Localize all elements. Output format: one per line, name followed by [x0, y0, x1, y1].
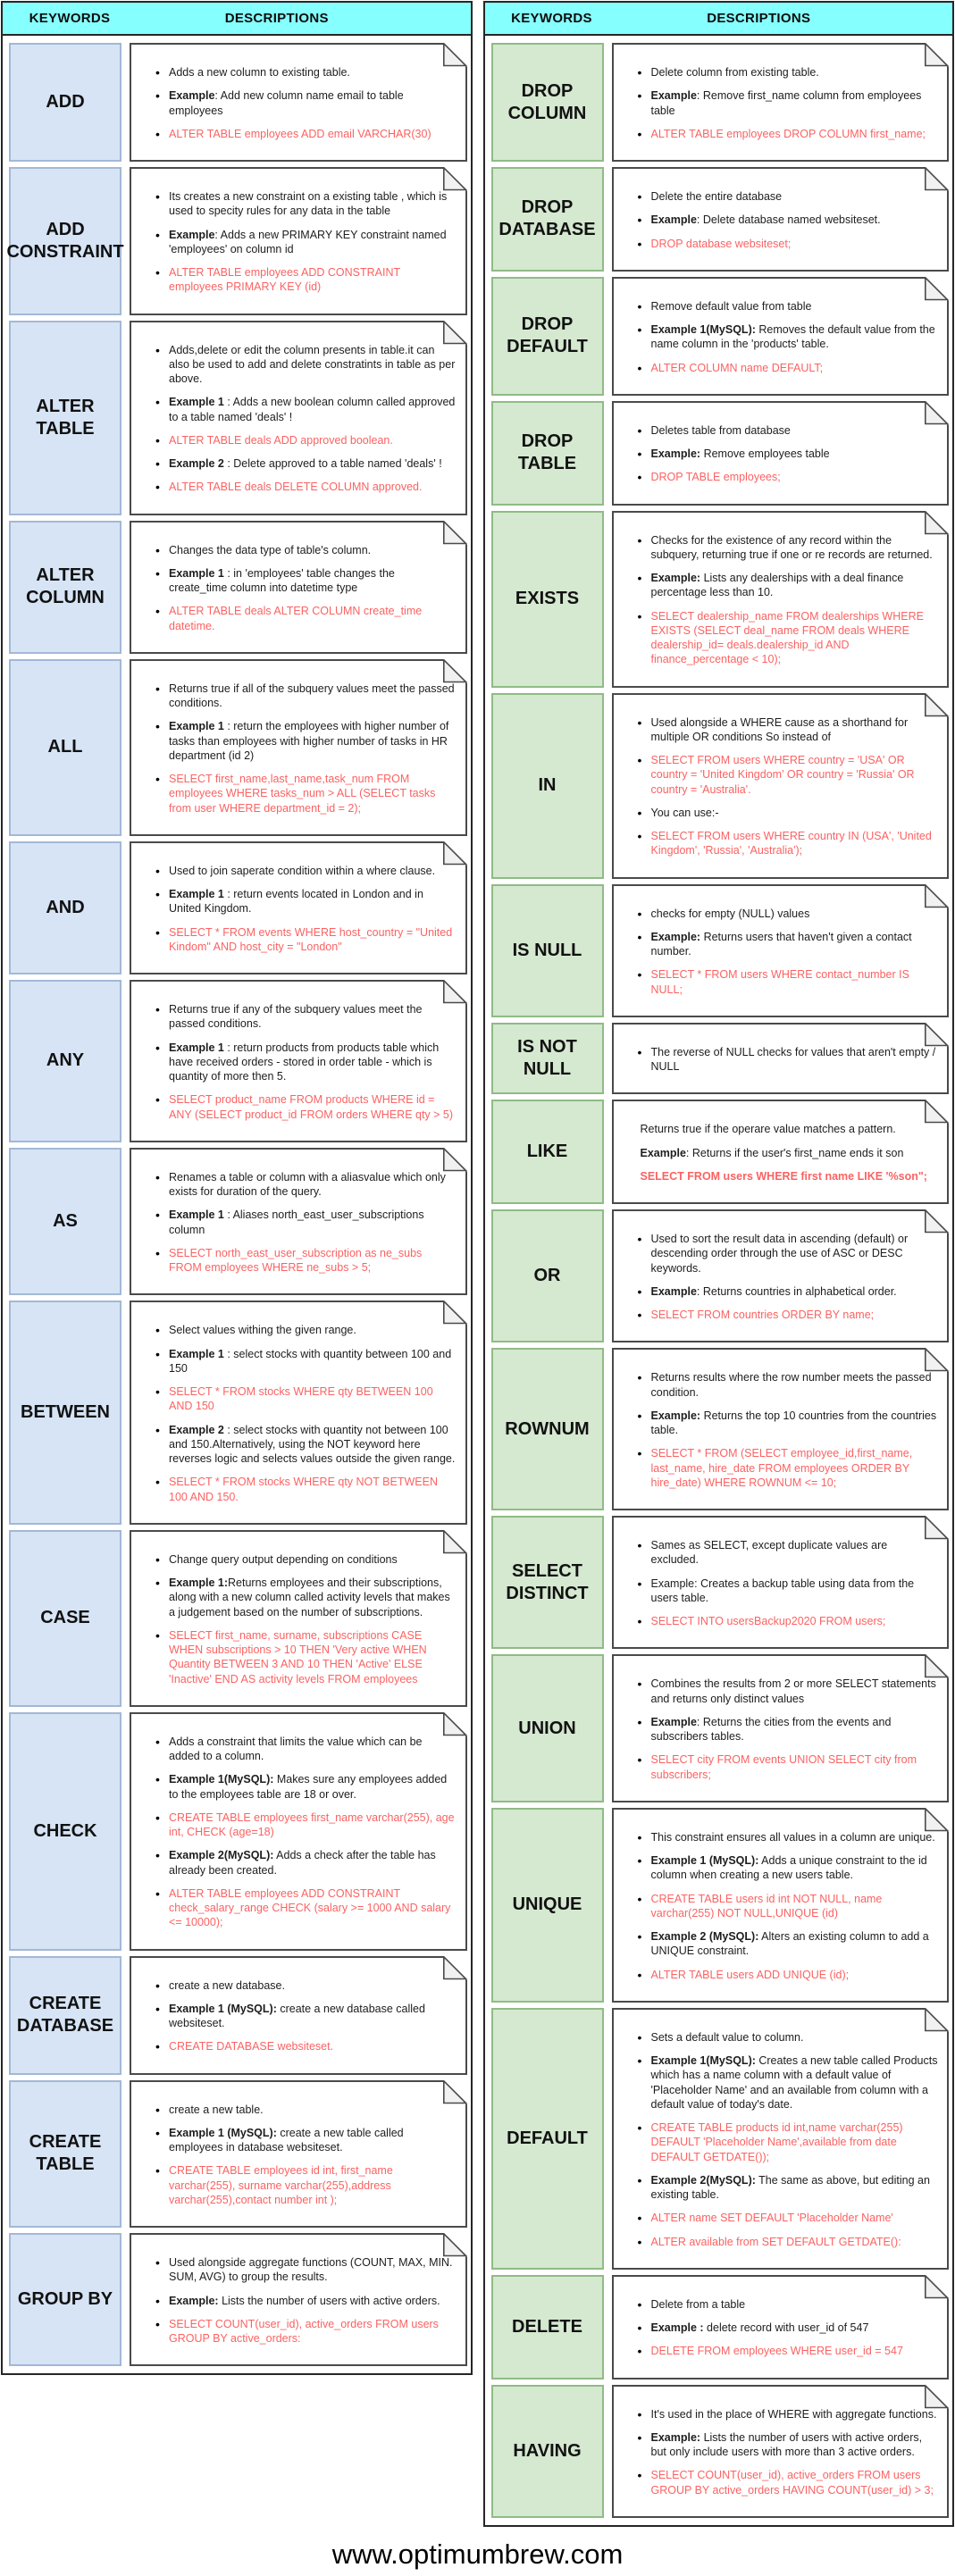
description-add — [130, 43, 467, 162]
sql-code-line: • SELECT * FROM stocks WHERE qty BETWEEN 100 AND 150 — [137, 1384, 457, 1414]
sql-code-line: • CREATE TABLE users id int NOT NULL, name varchar(255) NOT NULL,UNIQUE (id) — [619, 1892, 939, 1921]
description-is-null — [612, 884, 950, 1017]
row-exists — [491, 511, 950, 688]
bullet-list — [137, 65, 457, 141]
description-union — [612, 1654, 950, 1802]
description-rownum — [612, 1348, 950, 1510]
description-having — [612, 2385, 950, 2518]
description-line: • Used to join saperate condition within a where clause. — [137, 864, 457, 878]
description-or — [612, 1209, 950, 1342]
folded-corner-icon — [925, 1348, 949, 1372]
row-group-by — [9, 2233, 467, 2366]
row-case — [9, 1530, 467, 1707]
row-and — [9, 841, 467, 974]
description-line: • checks for empty (NULL) values — [619, 907, 939, 921]
description-line: • Combines the results from 2 or more SELECT statements and returns only distinct values — [619, 1677, 939, 1706]
right-table-header — [485, 3, 953, 36]
description-line: • Example 2 (MySQL): Alters an existing column to add a UNIQUE constraint. — [619, 1929, 939, 1959]
description-line: • create a new database. — [137, 1978, 457, 1993]
description-line: • Its creates a new constraint on a existing table , which is used to specity rules for any data in the table — [137, 189, 457, 219]
keyword-like: LIKE — [491, 1100, 604, 1204]
sql-code-line: • CREATE TABLE products id int,name varchar(255) DEFAULT 'Placeholder Name',available from date DEFAULT GETDATE()); — [619, 2120, 939, 2164]
description-drop-database — [612, 167, 950, 272]
keyword-case: CASE — [9, 1530, 121, 1707]
row-drop-default — [491, 277, 950, 396]
description-line: • Example: Lists the number of users with active orders. — [137, 2294, 457, 2308]
sql-code-line: • CREATE TABLE employees first_name varchar(255), age int, CHECK (age=18) — [137, 1811, 457, 1840]
sql-code-line: • SELECT product_name FROM products WHERE id = ANY (SELECT product_id FROM orders WHERE qty > 5) — [137, 1092, 457, 1122]
bullet-list — [619, 2297, 939, 2359]
row-or — [491, 1209, 950, 1342]
description-and — [130, 841, 467, 974]
description-line: • Example: Delete database named websiteset. — [619, 213, 939, 227]
row-drop-database — [491, 167, 950, 272]
row-between — [9, 1301, 467, 1525]
keyword-alter-table: ALTER TABLE — [9, 321, 121, 515]
row-any — [9, 980, 467, 1142]
description-drop-default — [612, 277, 950, 396]
sql-code-line: SELECT FROM users WHERE first name LIKE '%son"; — [640, 1169, 927, 1183]
descriptions-header: DESCRIPTIONS — [224, 11, 329, 26]
description-line: • Used to sort the result data in ascending (default) or descending order through the use of ASC or DESC keywords. — [619, 1232, 939, 1275]
sql-code-line: • SELECT * FROM (SELECT employee_id,first_name, last_name, hire_date FROM employees ORDER BY hire_date) WHERE ROWNUM <= 10; — [619, 1446, 939, 1490]
row-drop-column — [491, 43, 950, 162]
description-all — [130, 659, 467, 836]
folded-corner-icon — [925, 1100, 949, 1124]
keyword-alter-column: ALTER COLUMN — [9, 521, 121, 654]
row-select-distinct — [491, 1516, 950, 1649]
description-exists — [612, 511, 950, 688]
description-line: • Delete the entire database — [619, 189, 939, 204]
keyword-union: UNION — [491, 1654, 604, 1802]
description-default — [612, 2008, 950, 2270]
keyword-all: ALL — [9, 659, 121, 836]
description-between — [130, 1301, 467, 1525]
sql-code-line: • SELECT INTO usersBackup2020 FROM users; — [619, 1614, 939, 1628]
sql-code-line: • SELECT FROM countries ORDER BY name; — [619, 1308, 939, 1322]
sql-code-line: • DROP database websiteset; — [619, 237, 939, 251]
bullet-list — [619, 1538, 939, 1628]
description-as — [130, 1148, 467, 1296]
row-drop-table — [491, 401, 950, 506]
description-line: • Change query output depending on conditions — [137, 1552, 457, 1567]
bullet-list — [619, 65, 939, 141]
description-drop-table — [612, 401, 950, 506]
folded-corner-icon — [443, 1956, 467, 1980]
description-line: • Delete column from existing table. — [619, 65, 939, 79]
bullet-list — [619, 1045, 939, 1075]
description-unique — [612, 1808, 950, 2003]
bullet-list — [619, 533, 939, 667]
keyword-exists: EXISTS — [491, 511, 604, 688]
row-create-database — [9, 1956, 467, 2075]
keyword-between: BETWEEN — [9, 1301, 121, 1525]
description-line: • Example: Adds a new PRIMARY KEY constraint named 'employees' on column id — [137, 228, 457, 257]
folded-corner-icon — [443, 980, 467, 1004]
description-line: • Returns results where the row number meets the passed condition. — [619, 1370, 939, 1400]
row-union — [491, 1654, 950, 1802]
folded-corner-icon — [925, 2385, 949, 2409]
folded-corner-icon — [925, 511, 949, 535]
description-line: • Example 1 (MySQL): Adds a unique constraint to the id column when creating a new users table. — [619, 1853, 939, 1883]
description-line: • Example 1 (MySQL): create a new database called websiteset. — [137, 2002, 457, 2031]
sql-code-line: • ALTER COLUMN name DEFAULT; — [619, 361, 939, 375]
row-all — [9, 659, 467, 836]
folded-corner-icon — [443, 321, 467, 345]
description-line: • Used alongside aggregate functions (COUNT, MAX, MIN. SUM, AVG) to group the results. — [137, 2255, 457, 2285]
keywords-header: KEYWORDS — [29, 11, 111, 26]
description-line: Example: Returns if the user's first_name ends it son — [640, 1146, 904, 1159]
keyword-drop-table: DROP TABLE — [491, 401, 604, 506]
keyword-delete: DELETE — [491, 2275, 604, 2379]
sql-code-line: • ALTER TABLE employees ADD CONSTRAINT check_salary_range CHECK (salary >= 1000 AND salary <= 10000); — [137, 1886, 457, 1930]
sql-code-line: • SELECT FROM users WHERE country = 'USA' OR country = 'United Kingdom' OR country = 'Russia' OR country = 'Australia'. — [619, 753, 939, 797]
keyword-drop-database: DROP DATABASE — [491, 167, 604, 272]
folded-corner-icon — [443, 841, 467, 866]
sql-code-line: • SELECT north_east_user_subscription as ne_subs FROM employees WHERE ne_subs > 5; — [137, 1246, 457, 1275]
sql-code-line: • SELECT COUNT(user_id), active_orders FROM users GROUP BY active_orders HAVING COUNT(user_id) > 3; — [619, 2468, 939, 2497]
description-line: • Example 2 : Delete approved to a table named 'deals' ! — [137, 456, 457, 471]
footer-url: www.optimumbrew.com — [331, 2538, 624, 2570]
right-table — [483, 1, 955, 2527]
row-rownum — [491, 1348, 950, 1510]
keyword-is-not-null: IS NOT NULL — [491, 1023, 604, 1095]
folded-corner-icon — [443, 43, 467, 67]
description-create-database — [130, 1956, 467, 2075]
description-line: • Sets a default value to column. — [619, 2030, 939, 2045]
description-add-constraint — [130, 167, 467, 315]
description-line: • Example 1 : return the employees with higher number of tasks than employees with higher number of tasks in HR department (id 2) — [137, 719, 457, 763]
bullet-list — [619, 1370, 939, 1490]
right-table-rows — [485, 36, 953, 2525]
description-line: • Example 1 : select stocks with quantity between 100 and 150 — [137, 1347, 457, 1376]
bullet-list — [137, 864, 457, 954]
description-is-not-null — [612, 1023, 950, 1095]
folded-corner-icon — [925, 1209, 949, 1234]
sql-code-line: • SELECT city FROM events UNION SELECT city from subscribers; — [619, 1752, 939, 1782]
description-line: • Example 1(MySQL): Creates a new table called Products which has a name column with a default value of 'Placeholder Name' and an available from column with a default value of today's date. — [619, 2053, 939, 2112]
keywords-header: KEYWORDS — [511, 11, 592, 26]
description-select-distinct — [612, 1516, 950, 1649]
sql-code-line: • ALTER TABLE employees DROP COLUMN first_name; — [619, 127, 939, 141]
keyword-drop-column: DROP COLUMN — [491, 43, 604, 162]
sql-code-line: • ALTER TABLE deals ADD approved boolean. — [137, 433, 457, 447]
description-create-table — [130, 2080, 467, 2229]
bullet-list — [137, 543, 457, 633]
sql-code-line: • ALTER TABLE deals ALTER COLUMN create_time datetime. — [137, 604, 457, 633]
keyword-create-table: CREATE TABLE — [9, 2080, 121, 2229]
row-as — [9, 1148, 467, 1296]
left-table-header — [3, 3, 471, 36]
bullet-list — [137, 1978, 457, 2054]
description-line: • You can use:- — [619, 806, 939, 820]
description-line: • It's used in the place of WHERE with aggregate functions. — [619, 2407, 939, 2421]
keyword-add: ADD — [9, 43, 121, 162]
description-line: • The reverse of NULL checks for values that aren't empty / NULL — [619, 1045, 939, 1075]
sql-code-line: • SELECT * FROM events WHERE host_country = "United Kindom" AND host_city = "London" — [137, 925, 457, 955]
row-having — [491, 2385, 950, 2518]
sql-code-line: • SELECT dealership_name FROM dealerships WHERE EXISTS (SELECT deal_name FROM deals WHERE dealership_id= deals.dealership_id AND finance_percentage < 10); — [619, 609, 939, 667]
description-line: • Example: Returns users that haven't given a contact number. — [619, 930, 939, 959]
folded-corner-icon — [925, 884, 949, 908]
keyword-having: HAVING — [491, 2385, 604, 2518]
bullet-list — [619, 907, 939, 997]
sql-code-line: • SELECT first_name, surname, subscriptions CASE WHEN subscriptions > 10 THEN 'Very active WHEN Quantity BETWEEN 3 AND 10 THEN 'Active' ELSE 'Inactive' END AS activity levels FROM employees — [137, 1628, 457, 1686]
row-like — [491, 1100, 950, 1204]
keyword-as: AS — [9, 1148, 121, 1296]
row-add — [9, 43, 467, 162]
sql-code-line: • ALTER available from SET DEFAULT GETDATE(): — [619, 2235, 939, 2249]
folded-corner-icon — [925, 1516, 949, 1540]
description-line: • Example 1 (MySQL): create a new table called employees in database websiteset. — [137, 2126, 457, 2155]
description-line: • create a new table. — [137, 2103, 457, 2117]
description-line: • Deletes table from database — [619, 423, 939, 438]
description-line: • Example: Add new column name email to table employees — [137, 88, 457, 118]
description-line: • Example 2 : select stocks with quantity not between 100 and 150.Alternatively, using the NOT keyword here reverses logic and selects values outside the given range. — [137, 1423, 457, 1467]
bullet-list — [619, 715, 939, 858]
description-in — [612, 693, 950, 879]
folded-corner-icon — [925, 277, 949, 301]
row-in — [491, 693, 950, 879]
row-is-null — [491, 884, 950, 1017]
keyword-create-database: CREATE DATABASE — [9, 1956, 121, 2075]
description-line: • Renames a table or column with a aliasvalue which only exists for duration of the query. — [137, 1170, 457, 1200]
description-line: • Example 2(MySQL): Adds a check after the table has already been created. — [137, 1848, 457, 1878]
description-check — [130, 1712, 467, 1951]
folded-corner-icon — [925, 2275, 949, 2299]
description-line: • Example 1:Returns employees and their subscriptions, along with a new column called activity levels that makes a judgement based on the number of subscriptions. — [137, 1576, 457, 1619]
folded-corner-icon — [925, 693, 949, 717]
description-line: • Example: Creates a backup table using data from the users table. — [619, 1577, 939, 1606]
keyword-select-distinct: SELECT DISTINCT — [491, 1516, 604, 1649]
row-create-table — [9, 2080, 467, 2229]
keyword-is-null: IS NULL — [491, 884, 604, 1017]
sql-code-line: • SELECT first_name,last_name,task_num FROM employees WHERE tasks_num > ALL (SELECT tasks from user WHERE department_id = 2); — [137, 772, 457, 815]
keyword-group-by: GROUP BY — [9, 2233, 121, 2366]
description-line: • Delete from a table — [619, 2297, 939, 2312]
folded-corner-icon — [925, 2008, 949, 2032]
sql-code-line: • SELECT COUNT(user_id), active_orders FROM users GROUP BY active_orders: — [137, 2317, 457, 2346]
folded-corner-icon — [443, 167, 467, 191]
sql-code-line: • CREATE TABLE employees id int, first_name varchar(255), surname varchar(255),address varchar(255),contact number int ); — [137, 2163, 457, 2207]
description-line: • Example 1 : in 'employees' table changes the create_time column into datetime type — [137, 566, 457, 596]
folded-corner-icon — [443, 1712, 467, 1736]
sql-code-line: • SELECT FROM users WHERE country IN (USA', 'United Kingdom', 'Russia', 'Australia'); — [619, 829, 939, 858]
description-line: • Adds a new column to existing table. — [137, 65, 457, 79]
folded-corner-icon — [925, 1808, 949, 1832]
sql-code-line: • SELECT * FROM users WHERE contact_number IS NULL; — [619, 967, 939, 997]
sql-code-line: • ALTER TABLE users ADD UNIQUE (id); — [619, 1968, 939, 1982]
sql-code-line: • DROP TABLE employees; — [619, 470, 939, 484]
folded-corner-icon — [443, 521, 467, 545]
description-line: • Example 1 : Aliases north_east_user_subscriptions column — [137, 1208, 457, 1237]
folded-corner-icon — [443, 2080, 467, 2104]
sql-code-line: • ALTER TABLE employees ADD email VARCHAR(30) — [137, 127, 457, 141]
row-delete — [491, 2275, 950, 2379]
keyword-add-constraint: ADD CONSTRAINT — [9, 167, 121, 315]
sql-code-line: • ALTER name SET DEFAULT 'Placeholder Name' — [619, 2211, 939, 2225]
row-alter-column — [9, 521, 467, 654]
sql-code-line: • SELECT * FROM stocks WHERE qty NOT BETWEEN 100 AND 150. — [137, 1475, 457, 1504]
description-line: • Example 1 : Adds a new boolean column called approved to a table named 'deals' ! — [137, 395, 457, 424]
folded-corner-icon — [925, 43, 949, 67]
row-add-constraint — [6, 167, 467, 315]
bullet-list — [137, 343, 457, 495]
keyword-any: ANY — [9, 980, 121, 1142]
description-delete — [612, 2275, 950, 2379]
row-is-not-null — [491, 1023, 950, 1095]
bullet-list — [137, 682, 457, 815]
description-line: • Example 1(MySQL): Removes the default value from the name column in the 'products' table. — [619, 322, 939, 352]
description-line: • Example: Remove first_name column from employees table — [619, 88, 939, 118]
description-line: • Example 1 : return events located in London and in United Kingdom. — [137, 887, 457, 916]
sql-code-line: • CREATE DATABASE websiteset. — [137, 2039, 457, 2053]
bullet-list — [137, 2255, 457, 2346]
bullet-list — [619, 1232, 939, 1322]
description-line: • Used alongside a WHERE cause as a shorthand for multiple OR conditions So instead of — [619, 715, 939, 745]
description-line: • Changes the data type of table's column. — [137, 543, 457, 557]
description-line: Returns true if the operare value matches a pattern. — [640, 1123, 896, 1136]
keyword-check: CHECK — [9, 1712, 121, 1951]
bullet-list — [137, 1735, 457, 1930]
bullet-list — [619, 189, 939, 251]
keyword-unique: UNIQUE — [491, 1808, 604, 2003]
sql-code-line: • ALTER TABLE deals DELETE COLUMN approved. — [137, 480, 457, 494]
bullet-list — [619, 299, 939, 375]
description-any — [130, 980, 467, 1142]
folded-corner-icon — [443, 1148, 467, 1172]
folded-corner-icon — [443, 659, 467, 683]
descriptions-header: DESCRIPTIONS — [707, 11, 811, 26]
description-line: • Example 1(MySQL): Makes sure any employees added to the employees table are 18 or over. — [137, 1772, 457, 1802]
bullet-list — [619, 423, 939, 485]
description-line: • This constraint ensures all values in a column are unique. — [619, 1830, 939, 1844]
folded-corner-icon — [443, 1301, 467, 1325]
keyword-default: DEFAULT — [491, 2008, 604, 2270]
row-check — [9, 1712, 467, 1951]
row-alter-table — [9, 321, 467, 515]
keyword-and: AND — [9, 841, 121, 974]
bullet-list — [619, 1122, 939, 1183]
folded-corner-icon — [925, 1023, 949, 1047]
description-line: • Example: Remove employees table — [619, 447, 939, 461]
keyword-drop-default: DROP DEFAULT — [491, 277, 604, 396]
folded-corner-icon — [925, 401, 949, 425]
folded-corner-icon — [925, 167, 949, 191]
left-table-rows — [3, 36, 471, 2373]
sql-code-line: • DELETE FROM employees WHERE user_id = 547 — [619, 2344, 939, 2358]
sql-code-line: • ALTER TABLE employees ADD CONSTRAINT employees PRIMARY KEY (id) — [137, 265, 457, 295]
bullet-list — [137, 1002, 457, 1122]
description-line: • Adds,delete or edit the column presents in table.it can also be used to add and delete constratints in table as per above. — [137, 343, 457, 387]
bullet-list — [137, 189, 457, 295]
description-line: • Example: Returns the top 10 countries from the countries table. — [619, 1409, 939, 1438]
description-case — [130, 1530, 467, 1707]
description-line: • Remove default value from table — [619, 299, 939, 314]
folded-corner-icon — [925, 1654, 949, 1678]
description-group-by — [130, 2233, 467, 2366]
description-line: • Returns true if any of the subquery values meet the passed conditions. — [137, 1002, 457, 1032]
bullet-list — [137, 1552, 457, 1686]
description-line: • Example: Lists any dealerships with a deal finance percentage less than 10. — [619, 571, 939, 600]
row-default — [491, 2008, 950, 2270]
description-line: • Example: Returns countries in alphabetical order. — [619, 1284, 939, 1299]
description-line: • Returns true if all of the subquery values meet the passed conditions. — [137, 682, 457, 711]
description-alter-table — [130, 321, 467, 515]
description-line: • Sames as SELECT, except duplicate values are excluded. — [619, 1538, 939, 1568]
description-line: • Example : delete record with user_id of 547 — [619, 2321, 939, 2335]
folded-corner-icon — [443, 2233, 467, 2257]
description-drop-column — [612, 43, 950, 162]
row-unique — [491, 1808, 950, 2003]
bullet-list — [619, 2407, 939, 2497]
bullet-list — [137, 1323, 457, 1504]
bullet-list — [619, 1677, 939, 1782]
description-line: • Example: Returns the cities from the events and subscribers tables. — [619, 1715, 939, 1744]
bullet-list — [619, 2030, 939, 2249]
folded-corner-icon — [443, 1530, 467, 1554]
description-like — [612, 1100, 950, 1204]
left-table — [1, 1, 473, 2375]
bullet-list — [137, 2103, 457, 2208]
description-line: • Adds a constraint that limits the value which can be added to a column. — [137, 1735, 457, 1764]
description-line: • Example: Lists the number of users with active orders, but only include users with more than 3 active orders. — [619, 2430, 939, 2460]
keyword-or: OR — [491, 1209, 604, 1342]
description-alter-column — [130, 521, 467, 654]
description-line: • Example 2(MySQL): The same as above, but editing an existing table. — [619, 2173, 939, 2203]
bullet-list — [137, 1170, 457, 1275]
keyword-in: IN — [491, 693, 604, 879]
keyword-rownum: ROWNUM — [491, 1348, 604, 1510]
description-line: • Select values withing the given range. — [137, 1323, 457, 1337]
description-line: • Example 1 : return products from products table which have received orders - stored in order table - which is quantity of more then 5. — [137, 1041, 457, 1084]
tables-wrapper — [0, 1, 955, 2527]
description-line: • Checks for the existence of any record within the subquery, returning true if one or re records are returned. — [619, 533, 939, 563]
bullet-list — [619, 1830, 939, 1982]
